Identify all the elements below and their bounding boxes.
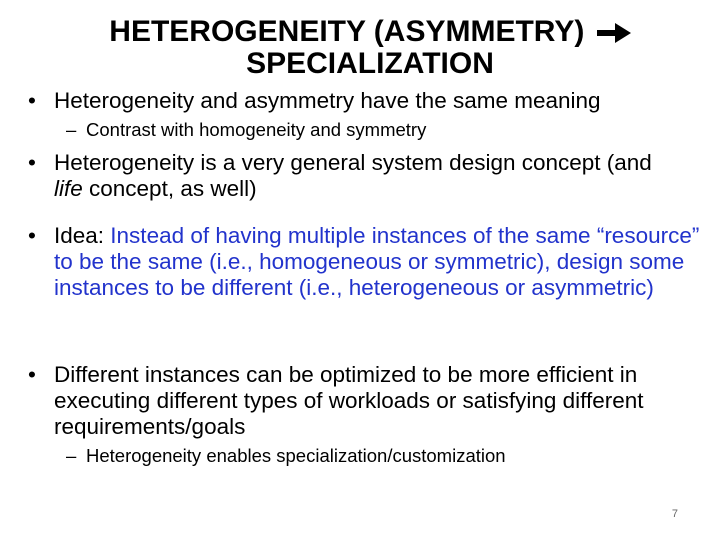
bullet-2-rest: concept, as well) <box>82 176 257 201</box>
idea-text: Instead of having multiple instances of the same “resource” to be the same (i.e., homogeneous or symmetric), design some instances to be different (i.e., heterogeneous or asymmetric) <box>54 223 700 300</box>
bullet-2-text <box>54 150 714 202</box>
right-arrow-icon <box>597 23 631 43</box>
title-line-1: HETEROGENEITY (ASYMMETRY) <box>109 15 585 48</box>
sub-bullet-dash: – <box>66 119 77 140</box>
sub-bullet-1-text: Contrast with homogeneity and symmetry <box>86 119 427 140</box>
bullet-dot: • <box>28 362 36 387</box>
italic-word: life <box>54 176 83 201</box>
bullet-dot: • <box>28 150 36 175</box>
sub-bullet-dash: – <box>66 445 77 466</box>
bullet-dot: • <box>28 88 36 113</box>
bullet-3-text <box>54 223 714 301</box>
idea-label: Idea: <box>54 223 111 248</box>
bullet-2-line-2 <box>54 176 714 202</box>
title-line-2: SPECIALIZATION <box>246 47 494 80</box>
bullet-2-line-1: Heterogeneity is a very general system design concept (and <box>54 150 652 175</box>
bullet-4-text: Different instances can be optimized to be more efficient in executing different types of workloads or satisfying different requirements/goals <box>54 362 644 439</box>
sub-bullet-2-text: Heterogeneity enables specialization/customization <box>86 445 506 466</box>
bullet-1-text: Heterogeneity and asymmetry have the same meaning <box>54 88 601 113</box>
page-number: 7 <box>671 508 678 520</box>
slide-title <box>60 16 680 80</box>
bullet-dot: • <box>28 223 36 248</box>
